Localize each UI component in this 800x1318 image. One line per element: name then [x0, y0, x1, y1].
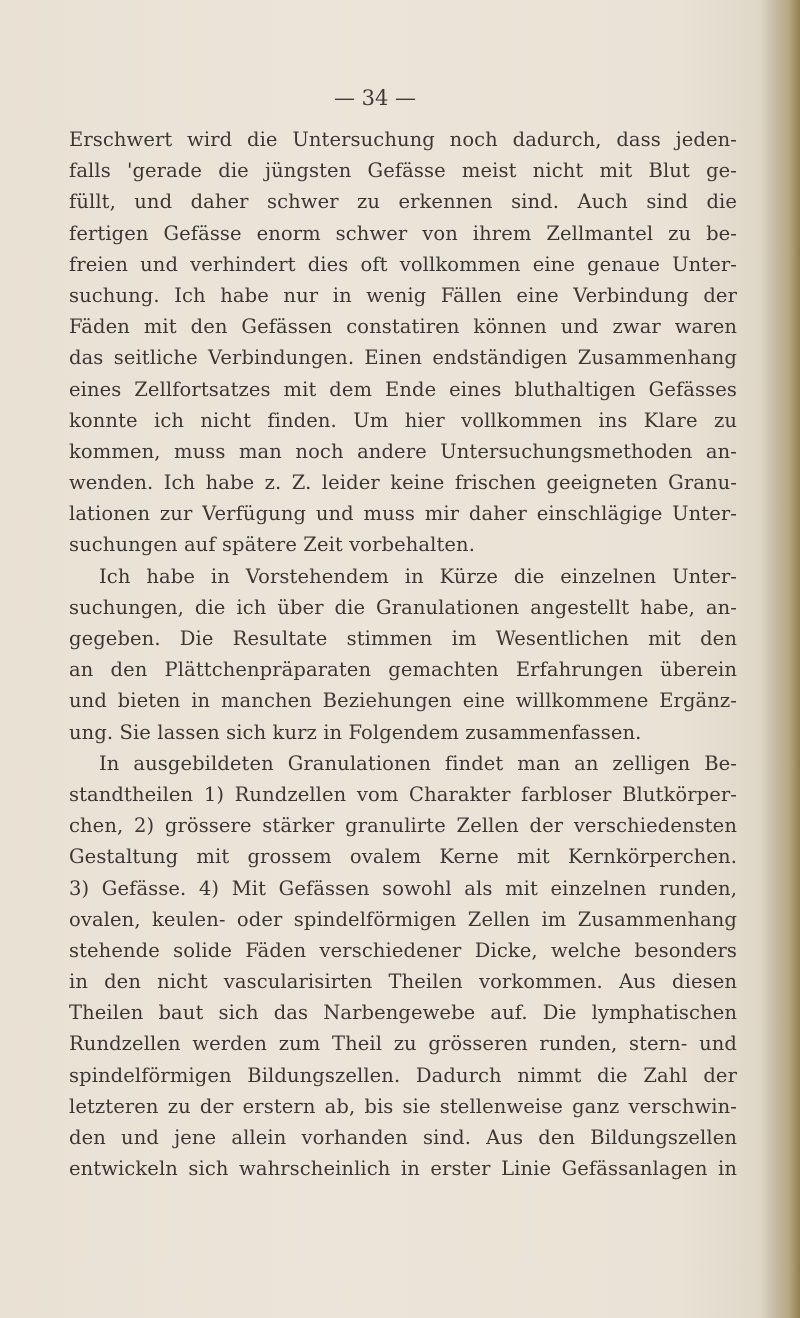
- text-line: suchung. Ich habe nur in wenig Fällen eine Verbindung der: [69, 283, 737, 307]
- text-line: eines Zellfortsatzes mit dem Ende eines bluthaltigen Gefässes: [69, 377, 737, 401]
- text-line: ovalen, keulen- oder spindelförmigen Zellen im Zusammenhang: [69, 907, 737, 931]
- text-line: Theilen baut sich das Narbengewebe auf. Die lymphatischen: [69, 1001, 737, 1025]
- text-line: Gestaltung mit grossem ovalem Kerne mit Kernkörperchen.: [69, 845, 737, 869]
- text-line: falls 'gerade die jüngsten Gefässe meist nicht mit Blut ge-: [69, 159, 737, 183]
- text-line: füllt, und daher schwer zu erkennen sind. Auch sind die: [69, 190, 737, 214]
- body-text: [69, 124, 737, 1184]
- text-line: spindelförmigen Bildungszellen. Dadurch nimmt die Zahl der: [69, 1063, 737, 1087]
- text-line: stehende solide Fäden verschiedener Dicke, welche besonders: [69, 938, 737, 962]
- text-line: ung. Sie lassen sich kurz in Folgendem zusammenfassen.: [69, 720, 642, 744]
- text-line: suchungen auf spätere Zeit vorbehalten.: [69, 533, 476, 557]
- text-line: freien und verhindert dies oft vollkommen eine genaue Unter-: [69, 252, 737, 276]
- text-line: fertigen Gefässe enorm schwer von ihrem Zellmantel zu be-: [69, 221, 737, 245]
- text-line: und bieten in manchen Beziehungen eine willkommene Ergänz-: [69, 689, 737, 713]
- text-line: in den nicht vascularisirten Theilen vorkommen. Aus diesen: [69, 970, 737, 994]
- text-line: entwickeln sich wahrscheinlich in erster Linie Gefässanlagen in: [69, 1157, 737, 1181]
- text-line: gegeben. Die Resultate stimmen im Wesentlichen mit den: [69, 627, 737, 650]
- page-edge-shadow: [760, 0, 800, 1318]
- text-line: In ausgebildeten Granulationen findet man an zelligen Be-: [99, 751, 737, 775]
- text-line: das seitliche Verbindungen. Einen endständigen Zusammenhang: [69, 346, 737, 370]
- text-line: letzteren zu der erstern ab, bis sie stellenweise ganz verschwin-: [69, 1094, 737, 1118]
- text-line: Rundzellen werden zum Theil zu grösseren runden, stern- und: [69, 1032, 737, 1056]
- page-number: — 34 —: [333, 86, 417, 110]
- text-line: chen, 2) grössere stärker granulirte Zellen der verschiedensten: [69, 814, 737, 838]
- text-line: lationen zur Verfügung und muss mir daher einschlägige Unter-: [69, 502, 737, 526]
- text-line: suchungen, die ich über die Granulationen angestellt habe, an-: [69, 595, 737, 619]
- text-line: wenden. Ich habe z. Z. leider keine frischen geeigneten Granu-: [69, 471, 737, 495]
- text-line: Fäden mit den Gefässen constatiren können und zwar waren: [69, 315, 737, 339]
- text-line: standtheilen 1) Rundzellen vom Charakter farbloser Blutkörper-: [69, 782, 737, 806]
- text-line: Ich habe in Vorstehendem in Kürze die einzelnen Unter-: [99, 564, 737, 588]
- text-line: den und jene allein vorhanden sind. Aus den Bildungszellen: [69, 1126, 737, 1149]
- text-line: an den Plättchenpräparaten gemachten Erfahrungen überein: [69, 658, 737, 682]
- text-line: Erschwert wird die Untersuchung noch dadurch, dass jeden-: [69, 128, 737, 151]
- text-line: kommen, muss man noch andere Untersuchungsmethoden an-: [69, 439, 737, 463]
- text-line: 3) Gefässe. 4) Mit Gefässen sowohl als mit einzelnen runden,: [69, 876, 737, 900]
- text-line: konnte ich nicht finden. Um hier vollkommen ins Klare zu: [69, 408, 737, 432]
